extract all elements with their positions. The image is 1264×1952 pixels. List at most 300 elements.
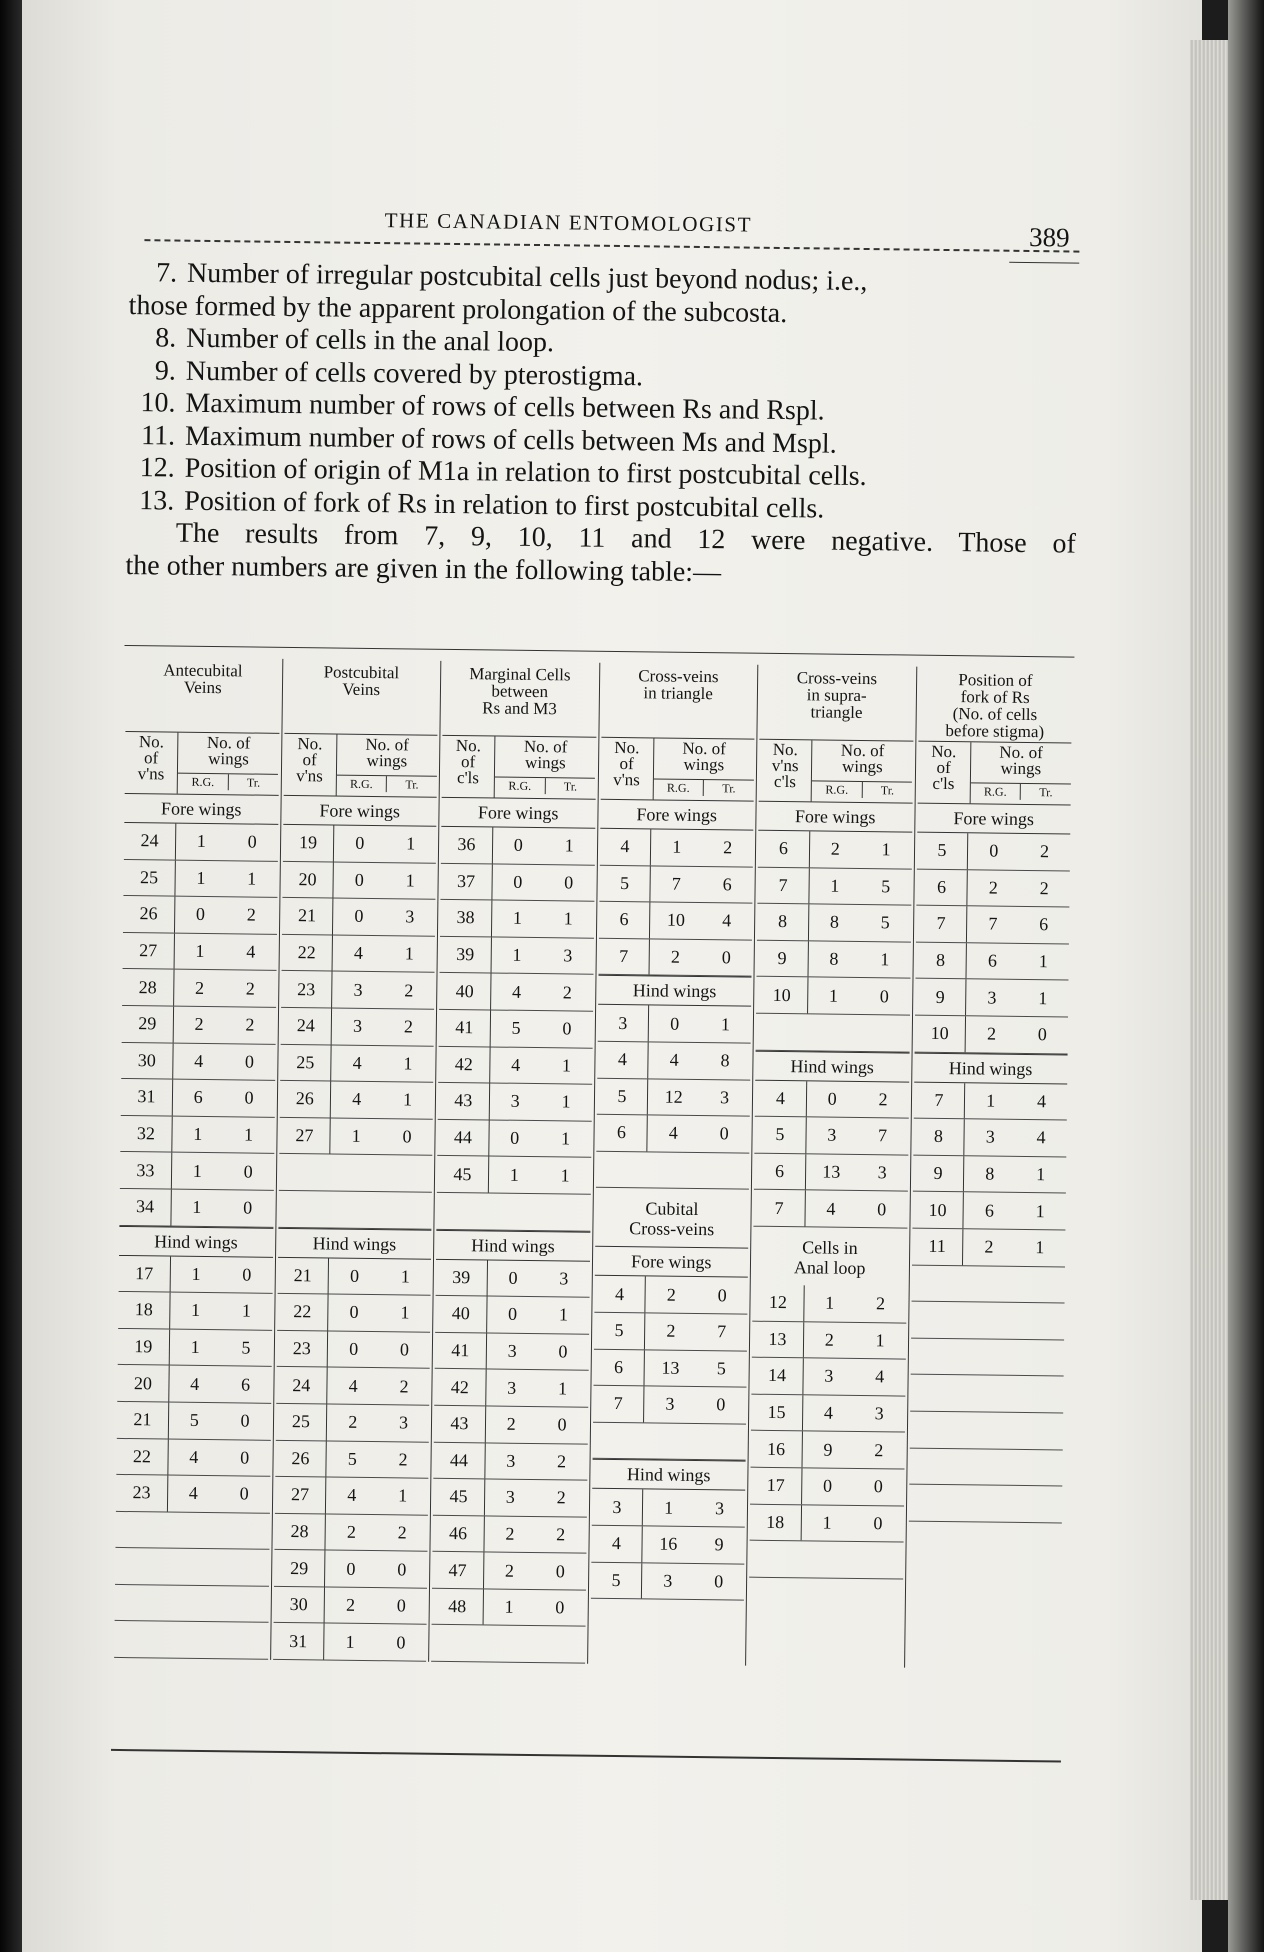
rg-label: R.G.: [825, 782, 849, 797]
cell-rg: 3: [824, 1365, 834, 1387]
section-fore-wings: Fore wings: [441, 797, 595, 829]
blank-row: [278, 1154, 432, 1192]
cell-tr: 0: [877, 1198, 887, 1219]
cell-tr: 1: [406, 833, 416, 854]
cell-tr: 1: [405, 870, 415, 891]
header-number: No. of c'ls: [455, 736, 482, 788]
cell-tr: 3: [559, 1268, 569, 1289]
tr-label: Tr.: [703, 780, 754, 797]
table-row: [123, 933, 277, 971]
item-text: Position of origin of M1a in relation to first postcubital cells.: [184, 452, 867, 493]
table-row: [275, 1404, 429, 1442]
cell-tr: 0: [555, 1560, 565, 1581]
table-row: [440, 900, 594, 938]
table-row: [912, 1155, 1066, 1193]
cell-rg: 10: [666, 910, 686, 931]
table-row: [432, 1515, 586, 1553]
table-row: [756, 940, 910, 978]
cell-rg: 3: [505, 1487, 515, 1508]
blank-row: [756, 1014, 910, 1052]
cell-tr: 2: [557, 1451, 567, 1472]
table-row: [598, 902, 752, 940]
cell-tr: 2: [398, 1449, 408, 1470]
cell-count: 43: [434, 1406, 486, 1442]
wings-label: No. of wings: [682, 738, 726, 775]
cell-tr: 0: [242, 1264, 252, 1285]
cell-tr: 5: [880, 912, 890, 933]
cell-rg: 1: [825, 1292, 835, 1313]
cell-tr: 1: [563, 908, 573, 929]
table-row: [916, 833, 1070, 871]
cell-rg: 1: [672, 836, 682, 858]
cell-tr: 0: [402, 1126, 412, 1147]
cell-rg: 3: [987, 987, 997, 1008]
header-rule-short: [1009, 262, 1079, 264]
cell-count: 9: [757, 940, 809, 976]
page-number: 389: [1028, 221, 1070, 253]
cell-rg: 4: [190, 1373, 200, 1394]
cell-tr: 2: [874, 1439, 884, 1460]
cell-count: 7: [753, 1190, 805, 1226]
cell-tr: 0: [239, 1483, 249, 1504]
cell-count: 9: [915, 979, 967, 1015]
cell-tr: 2: [556, 1487, 566, 1508]
table-row: [441, 827, 595, 865]
anal-loop-rows: [749, 1285, 906, 1580]
table-row: [753, 1190, 907, 1228]
fork-fore-rows: [914, 833, 1070, 1054]
table-row: [123, 860, 277, 898]
fork-hind-rows: [908, 1082, 1067, 1523]
cell-rg: 1: [986, 1090, 996, 1111]
table-row: [121, 1043, 275, 1081]
cell-rg: 2: [830, 838, 840, 860]
blank-row: [431, 1625, 585, 1663]
cell-count: 7: [593, 1386, 645, 1422]
table-row: [750, 1468, 904, 1506]
cell-tr: 0: [873, 1476, 883, 1497]
cell-tr: 5: [716, 1358, 726, 1379]
cell-rg: 4: [188, 1483, 199, 1504]
wings-label: No. of wings: [840, 740, 885, 777]
cell-rg: 4: [668, 1123, 678, 1144]
group-fork-of-rs: [904, 667, 1075, 1670]
fore-rows: [436, 827, 594, 1231]
cell-count: 25: [275, 1404, 327, 1440]
cell-count: 4: [591, 1526, 643, 1562]
table-row: [438, 1046, 592, 1084]
cell-count: 33: [120, 1152, 172, 1188]
header-wings: [177, 733, 279, 795]
page-content: [111, 195, 1080, 1766]
cell-rg: 1: [190, 1336, 200, 1357]
supra-hind-rows: [753, 1080, 908, 1228]
cell-tr: 1: [560, 1128, 571, 1149]
cell-count: 27: [274, 1477, 326, 1513]
cell-tr: 0: [719, 1123, 729, 1144]
column-headers: [759, 739, 913, 803]
cell-tr: 0: [557, 1414, 567, 1435]
table-row: [118, 1329, 272, 1367]
item-text: Position of fork of Rs in relation to first postcubital cells.: [184, 485, 825, 525]
cell-count: 3: [597, 1005, 649, 1041]
cell-rg: 2: [984, 1236, 994, 1257]
cell-rg: 1: [664, 1497, 674, 1518]
cell-tr: 2: [1039, 841, 1050, 862]
cell-rg: 8: [829, 948, 839, 969]
cell-tr: 0: [399, 1339, 410, 1360]
blank-row: [278, 1191, 432, 1229]
group-antecubital: [112, 657, 282, 1660]
cell-rg: 2: [666, 1320, 676, 1341]
cell-count: 43: [438, 1083, 490, 1119]
table-row: [591, 1526, 745, 1564]
cell-count: 4: [755, 1080, 807, 1116]
cell-count: 5: [754, 1117, 806, 1153]
cubital-hind-rows: [590, 1489, 745, 1601]
cell-tr: 1: [398, 1485, 408, 1506]
cell-rg: 8: [829, 912, 840, 933]
cell-count: 7: [913, 1082, 965, 1118]
table-row: [751, 1358, 905, 1396]
cell-count: 24: [280, 1008, 332, 1044]
cell-count: 4: [599, 829, 651, 865]
cell-count: 6: [596, 1115, 648, 1151]
cell-tr: 2: [245, 978, 256, 999]
section-fore-wings: Fore wings: [600, 799, 754, 831]
section-hind-wings: Hind wings: [755, 1050, 909, 1082]
cell-tr: 0: [873, 1512, 883, 1534]
cell-count: 16: [751, 1431, 803, 1467]
cell-rg: 0: [513, 871, 523, 892]
journal-title: THE CANADIAN ENTOMOLOGIST: [384, 208, 753, 237]
table-row: [915, 942, 1069, 980]
cell-count: 6: [758, 831, 810, 867]
cell-rg: 0: [510, 1127, 520, 1148]
cell-rg: 1: [196, 831, 206, 852]
cell-rg: 1: [504, 1596, 514, 1617]
cell-tr: 1: [1035, 1237, 1045, 1258]
cell-rg: 0: [513, 835, 523, 856]
cell-rg: 4: [189, 1446, 199, 1467]
table-row: [121, 1079, 275, 1117]
cell-count: 28: [122, 969, 174, 1005]
cell-count: 6: [598, 902, 650, 938]
table-row: [752, 1321, 906, 1359]
cell-tr: 0: [558, 1341, 568, 1362]
cell-rg: 16: [659, 1533, 678, 1554]
group-triangle-cubital: [587, 663, 758, 1666]
cell-count: 21: [281, 898, 333, 934]
cell-tr: 0: [240, 1410, 250, 1431]
cell-rg: 3: [353, 979, 363, 1000]
table-row: [593, 1349, 747, 1387]
cell-rg: 1: [190, 1300, 201, 1321]
hind-rows: [273, 1257, 431, 1661]
table-row: [435, 1296, 589, 1334]
cell-rg: 3: [352, 1016, 363, 1037]
table-row: [434, 1406, 588, 1444]
closing-paragraph-continued: the other numbers are given in the following table:—: [125, 549, 722, 588]
item-number: 12.: [139, 452, 175, 484]
cell-tr: 3: [719, 1087, 730, 1108]
blank-row: [908, 1485, 1062, 1523]
wing-venation-table: [111, 645, 1074, 1763]
cell-tr: 2: [246, 904, 256, 926]
cell-count: 8: [915, 942, 967, 978]
cell-tr: 1: [400, 1302, 410, 1323]
cell-tr: 3: [398, 1412, 409, 1433]
table-row: [754, 1153, 908, 1191]
cell-tr: 1: [561, 1091, 571, 1112]
cell-tr: 1: [402, 1089, 413, 1110]
fore-rows: [119, 823, 277, 1227]
cell-rg: 4: [826, 1198, 836, 1219]
wings-subheads: [653, 778, 753, 796]
cell-rg: 5: [189, 1410, 199, 1431]
cell-count: 24: [124, 823, 176, 859]
cell-count: 26: [279, 1081, 331, 1117]
section-fore-wings: Fore wings: [124, 793, 278, 825]
cell-rg: 1: [193, 1123, 203, 1144]
item-text: Number of cells covered by pterostigma.: [185, 355, 644, 392]
cell-count: 28: [274, 1514, 326, 1550]
wings-subheads: [812, 780, 912, 798]
cell-count: 32: [120, 1116, 172, 1152]
header-wings: [811, 740, 913, 802]
cell-count: 10: [912, 1192, 964, 1228]
cell-rg: 0: [349, 1265, 360, 1286]
table-row: [281, 898, 435, 936]
wings-subheads: [495, 777, 595, 795]
table-row: [752, 1285, 906, 1323]
blank-row: [909, 1412, 1063, 1450]
cell-tr: 2: [875, 1293, 886, 1314]
cell-tr: 2: [397, 1522, 407, 1543]
cell-tr: 1: [564, 835, 574, 856]
blank-row: [910, 1338, 1064, 1376]
cell-tr: 2: [1039, 878, 1049, 899]
cell-tr: 0: [247, 831, 257, 852]
table-row: [281, 971, 435, 1009]
cell-rg: 6: [984, 1200, 995, 1221]
tr-label: Tr.: [1020, 784, 1071, 801]
cell-count: 10: [914, 1016, 966, 1052]
table-row: [274, 1477, 428, 1515]
cell-count: 7: [757, 867, 809, 903]
cell-count: 5: [916, 833, 968, 869]
cell-tr: 4: [722, 910, 732, 931]
cell-count: 25: [280, 1044, 332, 1080]
scan-frame-right: [1228, 0, 1264, 1952]
table-row: [276, 1331, 430, 1369]
table-row: [118, 1292, 272, 1330]
section-fore-wings: Fore wings: [283, 795, 437, 827]
cell-tr: 4: [875, 1366, 885, 1387]
cell-count: 48: [432, 1589, 484, 1625]
cell-tr: 3: [405, 906, 415, 928]
cell-rg: 12: [664, 1086, 683, 1107]
wings-label: No. of wings: [365, 734, 409, 771]
cell-rg: 2: [986, 1023, 997, 1044]
table-row: [279, 1081, 433, 1119]
column-headers: [917, 741, 1071, 805]
section-hind-wings: Hind wings: [119, 1225, 273, 1257]
cell-rg: 0: [507, 1304, 518, 1325]
cell-count: 31: [273, 1623, 325, 1659]
cell-rg: 0: [355, 833, 365, 854]
table-row: [435, 1333, 589, 1371]
section-fore-wings: Fore wings: [917, 803, 1071, 835]
item-number: 11.: [140, 419, 176, 452]
wings-subheads: [178, 773, 278, 791]
blank-row: [115, 1512, 269, 1550]
cell-tr: 4: [1036, 1127, 1046, 1148]
header-number: No. of c'ls: [931, 741, 957, 794]
table-row: [911, 1229, 1065, 1267]
cell-tr: 1: [243, 1124, 254, 1145]
cell-rg: 2: [670, 946, 681, 967]
table-row: [437, 1156, 591, 1194]
supra-fore-rows: [756, 831, 912, 1052]
blank-row: [592, 1422, 746, 1460]
cell-rg: 5: [511, 1017, 521, 1039]
table-row: [914, 1016, 1068, 1054]
cell-rg: 0: [354, 906, 364, 927]
cell-count: 11: [911, 1229, 963, 1265]
cell-rg: 3: [827, 1125, 837, 1146]
cell-rg: 0: [989, 840, 999, 861]
cell-tr: 7: [717, 1321, 727, 1342]
cell-count: 14: [751, 1358, 803, 1394]
cell-rg: 2: [666, 1284, 676, 1305]
cell-count: 6: [593, 1349, 645, 1385]
cell-rg: 1: [192, 1197, 202, 1218]
cell-tr: 7: [878, 1125, 888, 1146]
cell-tr: 9: [714, 1534, 724, 1555]
table-row: [117, 1365, 271, 1403]
cell-count: 18: [750, 1504, 802, 1540]
cell-rg: 3: [665, 1394, 675, 1415]
cell-rg: 1: [512, 944, 522, 965]
cell-count: 15: [751, 1394, 803, 1430]
cell-tr: 1: [720, 1013, 731, 1035]
cell-rg: 9: [823, 1439, 833, 1460]
cell-tr: 4: [246, 941, 256, 962]
column-headers: [125, 731, 279, 795]
anal-loop-title: Cells in Anal loop: [793, 1237, 866, 1279]
cell-count: 9: [912, 1155, 964, 1191]
header-number: No. v'ns c'ls: [771, 739, 799, 792]
table-row: [275, 1440, 429, 1478]
cell-rg: 8: [985, 1163, 995, 1184]
cell-count: 8: [913, 1119, 965, 1155]
section-hind-wings: Hind wings: [436, 1229, 590, 1261]
triangle-fore-rows: [598, 829, 753, 977]
closing-paragraph: The results from 7, 9, 10, 11 and 12 were negative. Those of: [175, 517, 1076, 560]
header-number: No. of v'ns: [296, 734, 323, 786]
table-row: [437, 1120, 591, 1158]
cell-rg: 4: [823, 1402, 834, 1423]
cell-rg: 2: [194, 1014, 204, 1035]
cell-tr: 0: [240, 1447, 250, 1468]
header-wings: [494, 736, 596, 798]
cell-tr: 2: [723, 837, 733, 858]
cell-rg: 3: [663, 1570, 673, 1591]
body-text: [125, 257, 1079, 594]
hind-rows: [114, 1255, 272, 1659]
table-row: [440, 937, 594, 975]
cell-tr: 6: [1039, 914, 1049, 935]
cell-rg: 1: [512, 908, 523, 929]
group-postcubital: [270, 659, 441, 1662]
table-row: [439, 1010, 593, 1048]
blank-row: [911, 1265, 1065, 1303]
cell-rg: 0: [354, 869, 365, 890]
cell-tr: 1: [241, 1300, 252, 1321]
item-number: 8.: [155, 322, 177, 354]
cell-rg: 1: [822, 1512, 832, 1533]
cell-count: 5: [599, 865, 651, 901]
cell-count: 30: [121, 1043, 173, 1079]
cell-count: 27: [279, 1118, 331, 1154]
group-supratriangle-anal: [745, 665, 916, 1668]
rg-label: R.G.: [191, 774, 215, 790]
cell-count: 5: [590, 1562, 642, 1598]
cell-count: 23: [276, 1331, 328, 1367]
cell-count: 39: [436, 1259, 488, 1295]
cell-tr: 3: [563, 945, 573, 966]
cell-count: 41: [439, 1010, 491, 1046]
cell-count: 39: [440, 937, 492, 973]
table-row: [593, 1386, 747, 1424]
page-edge-stack: [1190, 40, 1230, 1900]
cell-tr: 6: [240, 1374, 251, 1395]
table-row: [282, 862, 436, 900]
table-row: [280, 1008, 434, 1046]
table-row: [916, 869, 1070, 907]
cell-rg: 2: [506, 1413, 516, 1435]
item-text: Number of cells in the anal loop.: [186, 322, 555, 359]
cell-tr: 1: [558, 1304, 569, 1325]
wings-subheads: [970, 782, 1070, 800]
cell-rg: 1: [828, 985, 839, 1006]
cell-rg: 0: [508, 1267, 518, 1288]
table-row: [591, 1489, 745, 1527]
cell-rg: 1: [830, 875, 840, 896]
cell-count: 41: [435, 1333, 487, 1369]
cell-count: 4: [597, 1042, 649, 1078]
cell-tr: 0: [714, 1571, 724, 1592]
cell-rg: 2: [824, 1329, 834, 1350]
cell-count: 3: [591, 1489, 643, 1525]
cell-count: 22: [277, 1294, 329, 1330]
cell-rg: 2: [346, 1521, 357, 1542]
table-row: [280, 1044, 434, 1082]
cell-count: 30: [273, 1587, 325, 1623]
cell-count: 47: [432, 1552, 484, 1588]
cell-rg: 4: [352, 1052, 362, 1073]
item-number: 9.: [154, 354, 177, 387]
cell-count: 26: [275, 1440, 327, 1476]
cell-count: 4: [594, 1276, 646, 1312]
cell-count: 42: [434, 1369, 486, 1405]
group-title: Position of fork of Rs (No. of cells before stigma): [945, 670, 1045, 742]
cell-count: 20: [117, 1365, 169, 1401]
cell-count: 31: [121, 1079, 173, 1115]
cell-count: 44: [433, 1442, 485, 1478]
item-7-continued: those formed by the apparent prolongation of the subcosta.: [128, 289, 788, 329]
